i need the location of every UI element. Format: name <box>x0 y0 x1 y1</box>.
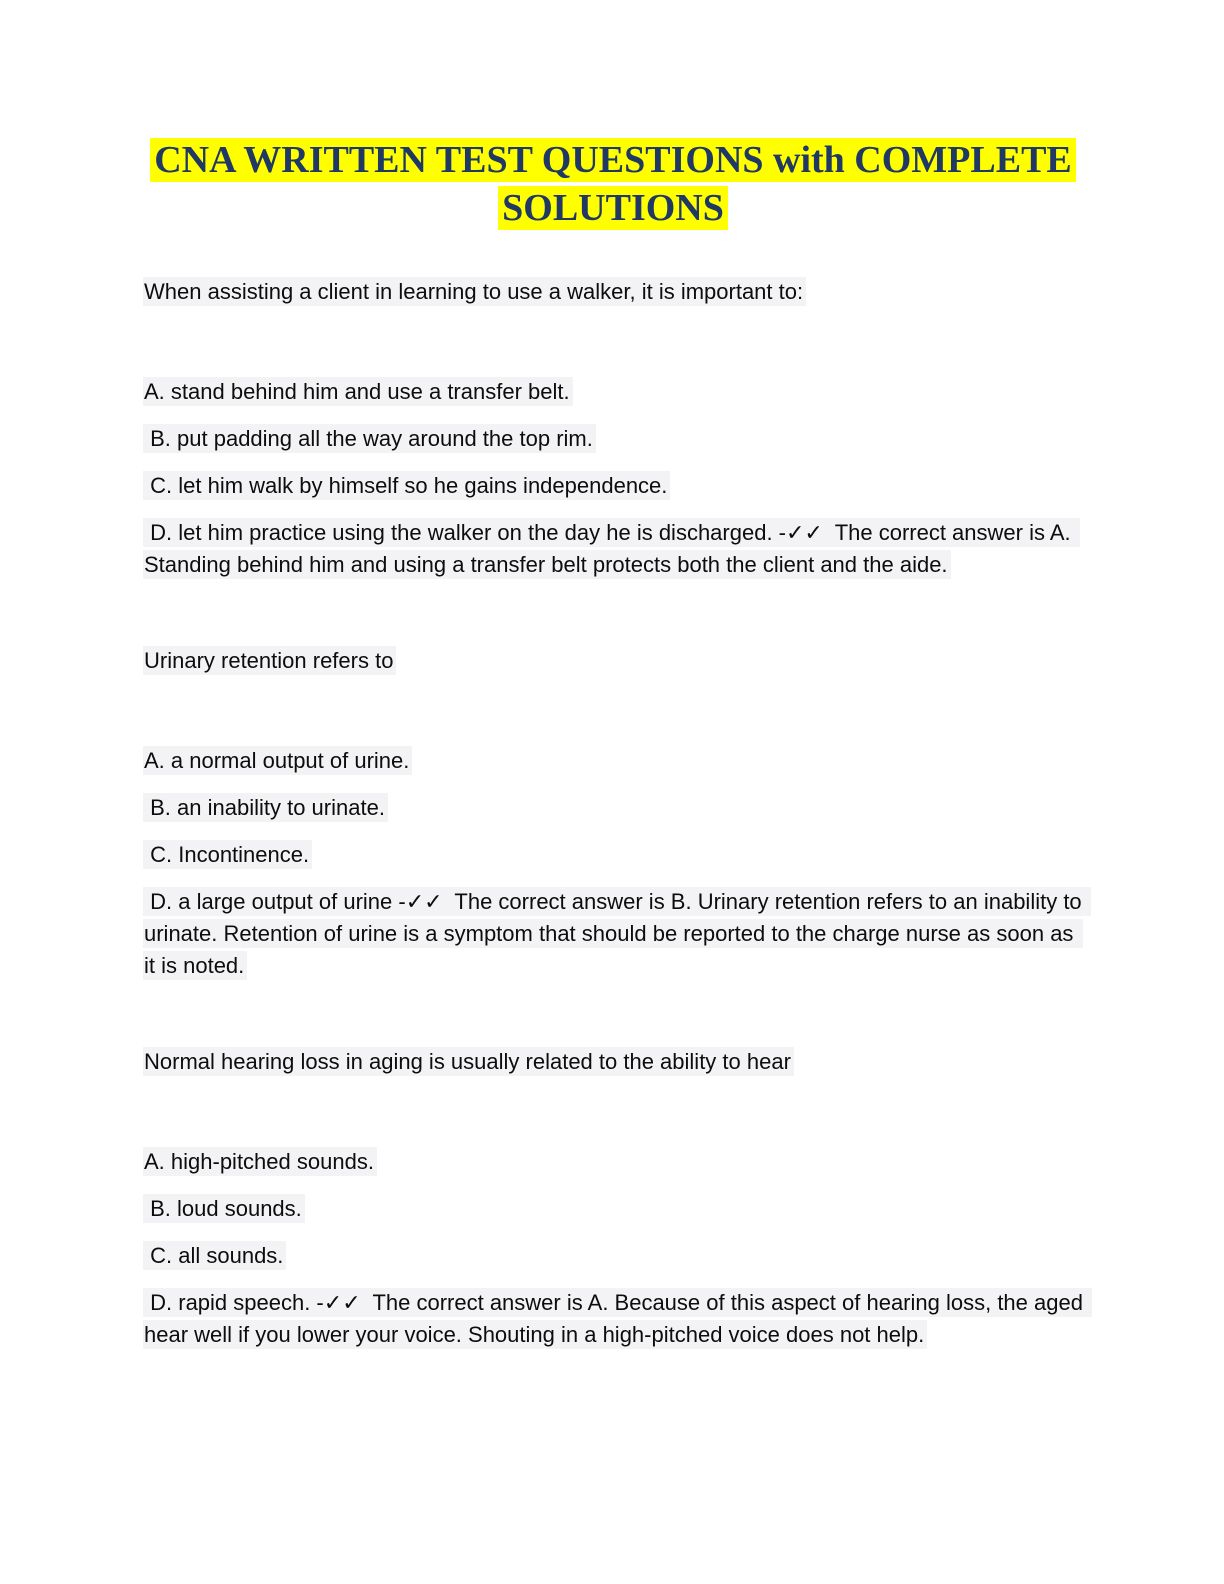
option-b: B. loud sounds. <box>143 1193 1083 1225</box>
option-d-with-answer: D. rapid speech. -✓✓ The correct answer is A. Because of this aspect of hearing loss, the aged hear well if you lower your voice. Shouting in a high-pitched voice does not help. <box>143 1287 1083 1351</box>
question-block-3 <box>143 1046 1090 1351</box>
question-text: Normal hearing loss in aging is usually related to the ability to hear <box>143 1046 1083 1078</box>
question-text: When assisting a client in learning to use a walker, it is important to: <box>143 276 1083 308</box>
option-c: C. let him walk by himself so he gains independence. <box>143 470 1083 502</box>
option-b: B. an inability to urinate. <box>143 792 1083 824</box>
document-title <box>143 136 1083 232</box>
question-text: Urinary retention refers to <box>143 645 1083 677</box>
option-a: A. stand behind him and use a transfer belt. <box>143 376 1083 408</box>
option-d-with-answer: D. let him practice using the walker on the day he is discharged. -✓✓ The correct answer is A. Standing behind him and using a transfer belt protects both the client and the aide. <box>143 517 1083 581</box>
title-line-1: CNA WRITTEN TEST QUESTIONS with COMPLETE <box>150 138 1076 182</box>
option-a: A. a normal output of urine. <box>143 745 1083 777</box>
title-line-2: SOLUTIONS <box>498 186 728 230</box>
option-d-with-answer: D. a large output of urine -✓✓ The correct answer is B. Urinary retention refers to an inability to urinate. Retention of urine is a symptom that should be reported to the charge nurse as soon as it is noted. <box>143 886 1083 982</box>
question-block-2 <box>143 645 1088 982</box>
option-b: B. put padding all the way around the top rim. <box>143 423 1083 455</box>
option-c: C. Incontinence. <box>143 839 1083 871</box>
question-block-1 <box>143 276 1083 581</box>
option-a: A. high-pitched sounds. <box>143 1146 1083 1178</box>
option-c: C. all sounds. <box>143 1240 1083 1272</box>
